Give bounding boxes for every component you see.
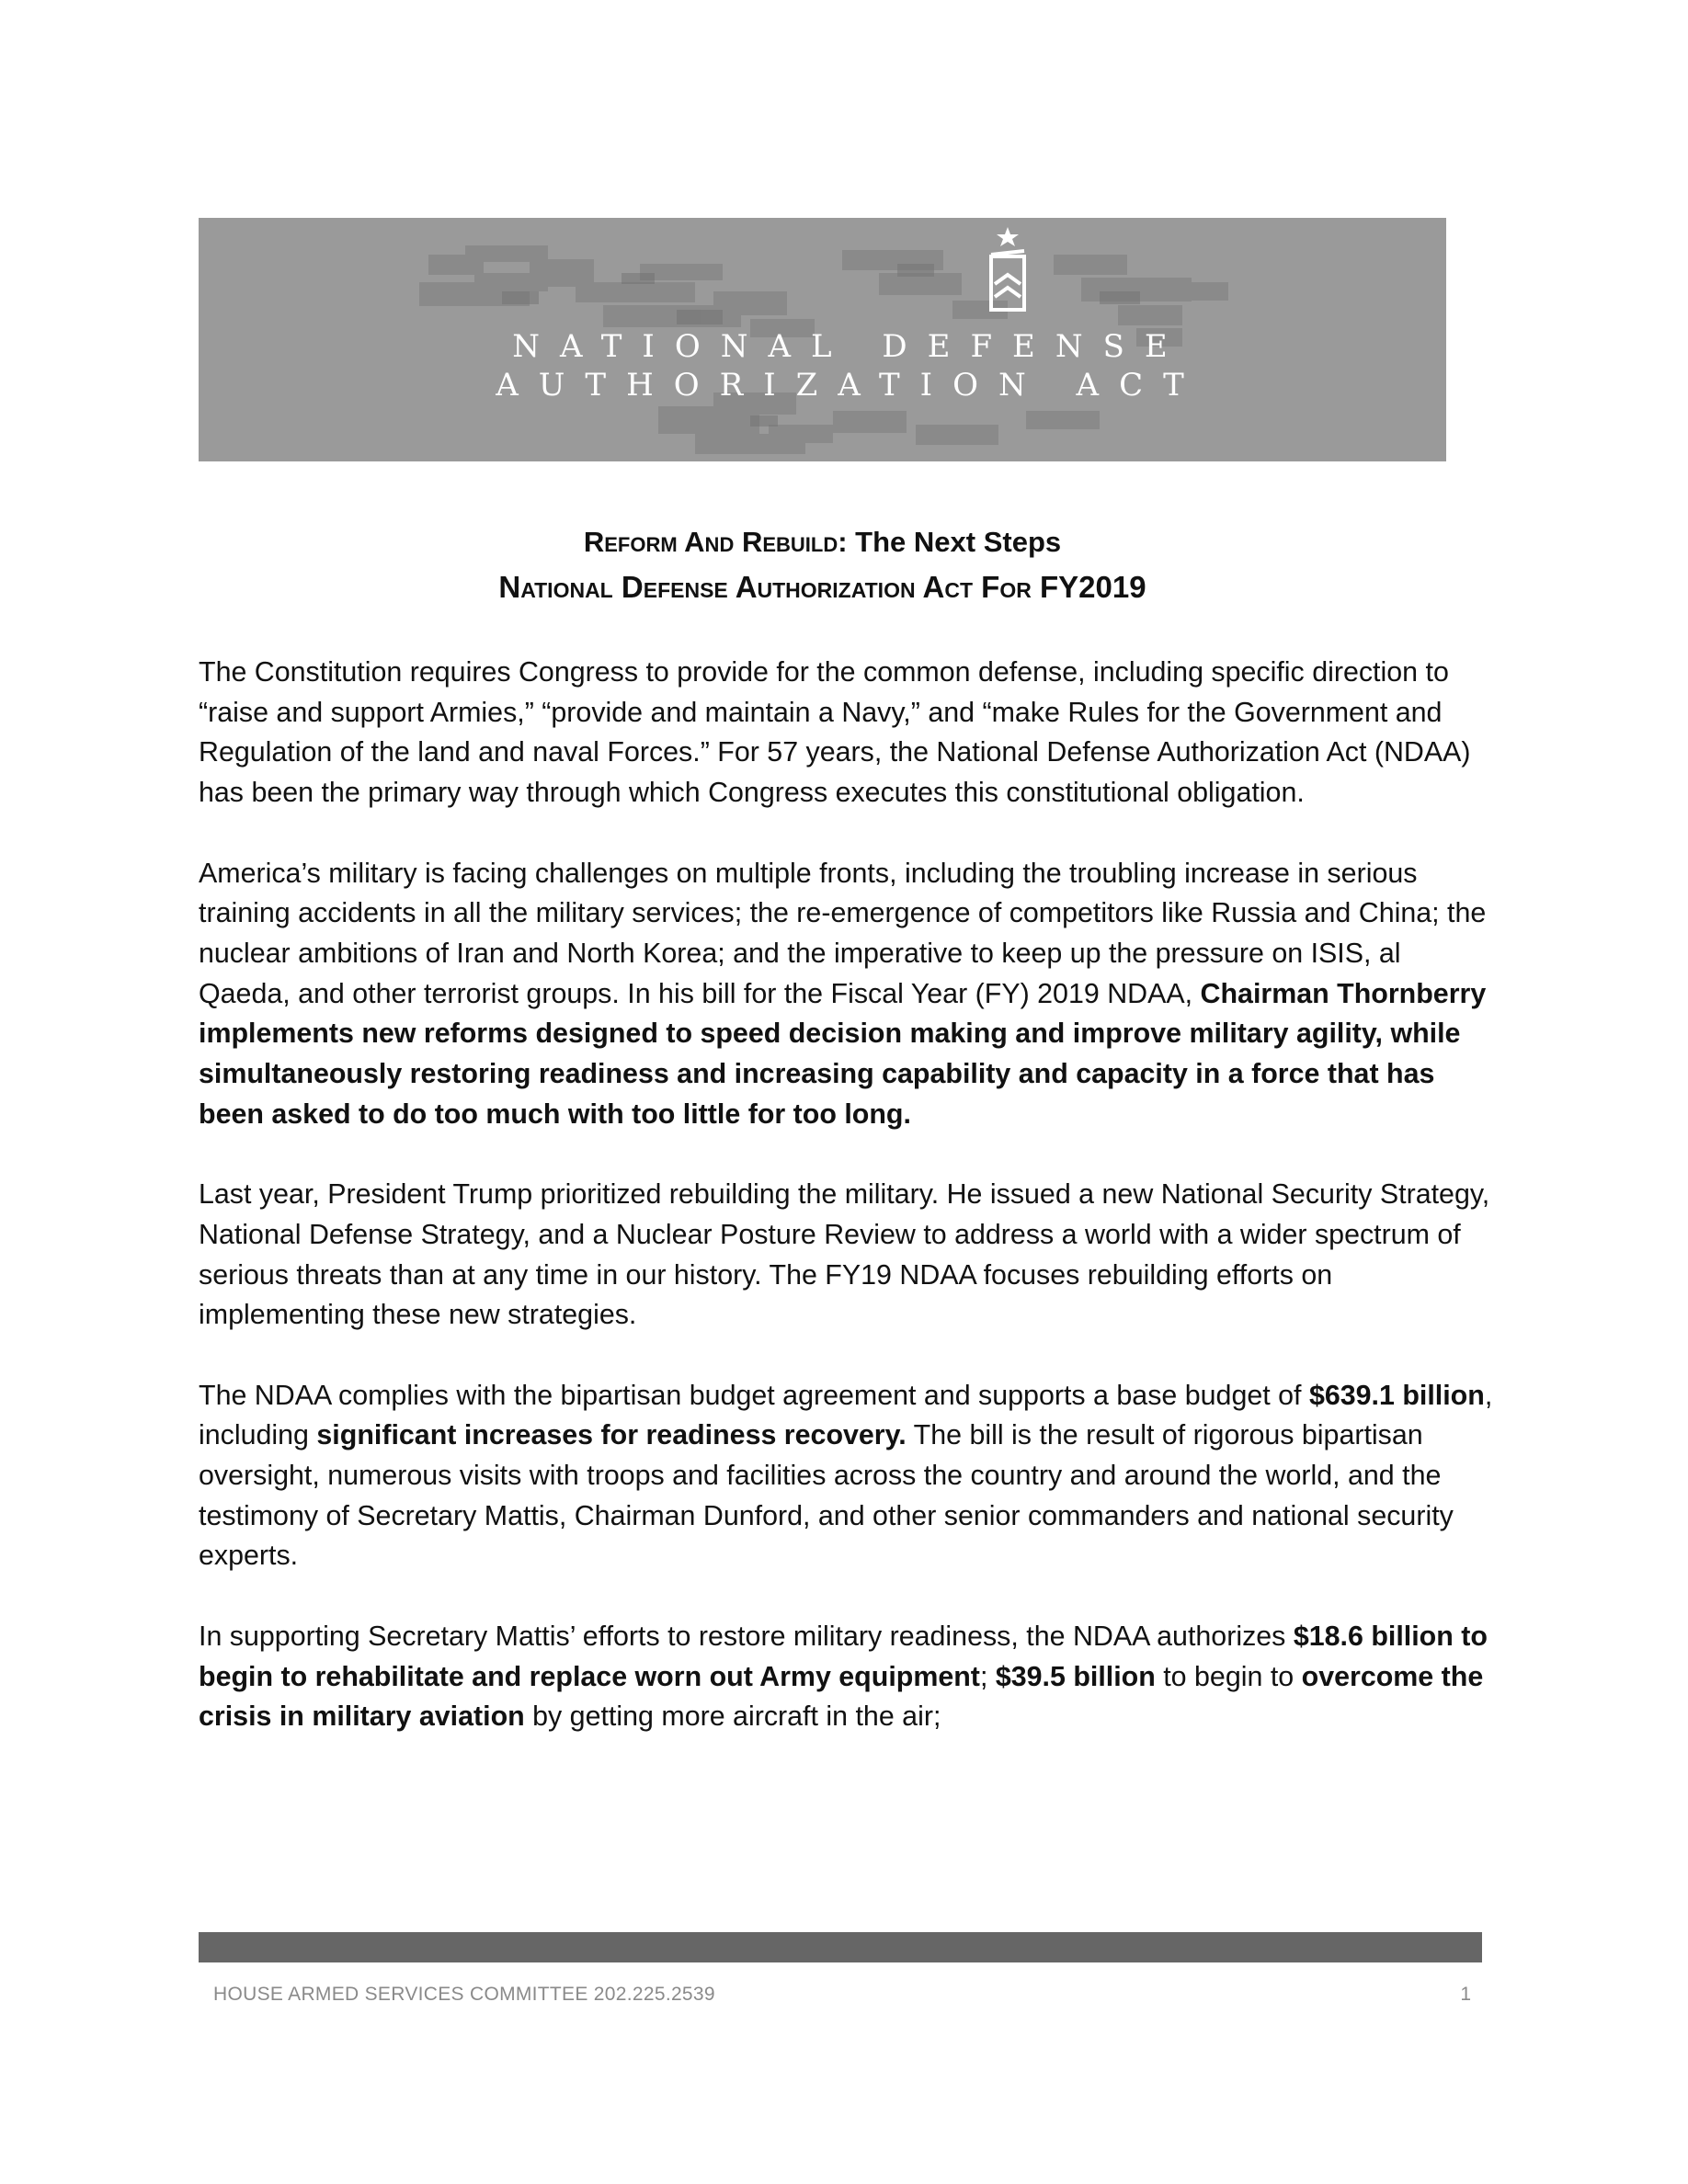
document-body [199, 653, 1495, 1778]
paragraph-president: Last year, President Trump prioritized rebuilding the military. He issued a new National Security Strategy, National Defense Strategy, and a Nuclear Posture Review to address a world with a wider spectrum of serious threats than at any time in our history. The FY19 NDAA focuses rebuilding efforts on implementing these new strategies. [199, 1178, 1490, 1331]
p5-bold-army: $18.6 billion to begin to rehabilitate and replace worn out Army equipment [199, 1620, 1488, 1692]
banner-line-1: NATIONAL DEFENSE [512, 328, 1188, 365]
p2-text: America’s military is facing challenges on multiple fronts, including the troubling increase in serious training accidents in all the military services; the re-emergence of competitors like Russia and China; the nuclear ambitions of Iran and North Korea; and the imperative to keep up the pressure on ISIS, al Qaeda, and other terrorist groups. In his bill for the Fiscal Year (FY) 2019 NDAA, [199, 857, 1487, 1009]
ndaa-emblem-icon [978, 225, 1037, 317]
header-banner [199, 218, 1446, 461]
title-next-steps: The Next Steps [855, 526, 1062, 558]
p5-bold-amount: $39.5 billion [995, 1660, 1156, 1692]
p2-bold: Chairman Thornberry implements new reforms designed to speed decision making and improve military agility, while simultaneously restoring readiness and increasing capability and capacity in a force that has been asked to do too much with too little for too long. [199, 977, 1487, 1130]
paragraph-constitution: The Constitution requires Congress to provide for the common defense, including specific direction to “raise and support Armies,” “provide and maintain a Navy,” and “make Rules for the Government and Regulation of the land and naval Forces.” For 57 years, the National Defense Authorization Act (NDAA) has been the primary way through which Congress executes this constitutional obligation. [199, 656, 1471, 809]
document-subtitle [199, 570, 1446, 605]
subtitle-ndaa-for: National Defense Authorization Act For [498, 570, 1032, 604]
banner-line-2: AUTHORIZATION ACT [496, 367, 1204, 404]
p4-text-c: , including [199, 1379, 1493, 1451]
page-number: 1 [1460, 1984, 1471, 2005]
document-title [199, 526, 1446, 559]
p4-bold-amount: $639.1 billion [1308, 1379, 1485, 1411]
subtitle-fy: FY2019 [1040, 570, 1146, 604]
paragraph-challenges [199, 854, 1495, 1135]
paragraph-readiness [199, 1617, 1495, 1737]
p4-text-a: The NDAA complies with the bipartisan budget agreement and supports a base budget of [199, 1379, 1309, 1411]
footer-committee: HOUSE ARMED SERVICES COMMITTEE 202.225.2539 [213, 1984, 715, 2005]
p4-text-e: The bill is the result of rigorous bipartisan oversight, numerous visits with troops and facilities across the country and around the world, and the testimony of Secretary Mattis, Chairman Dunford, and other senior commanders and national security experts. [199, 1419, 1454, 1572]
title-reform-rebuild: Reform And Rebuild: [583, 526, 848, 558]
p5-text-c: ; [979, 1660, 996, 1692]
p5-text-g: by getting more aircraft in the air; [524, 1701, 941, 1733]
p4-bold-readiness: significant increases for readiness recovery. [316, 1419, 907, 1451]
footer-bar [199, 1932, 1482, 1962]
p5-text-a: In supporting Secretary Mattis’ efforts to restore military readiness, the NDAA authorizes [199, 1620, 1294, 1652]
p5-text-e: to begin to [1155, 1660, 1302, 1692]
paragraph-budget [199, 1376, 1495, 1577]
p5-bold-aviation: overcome the crisis in military aviation [199, 1660, 1484, 1733]
